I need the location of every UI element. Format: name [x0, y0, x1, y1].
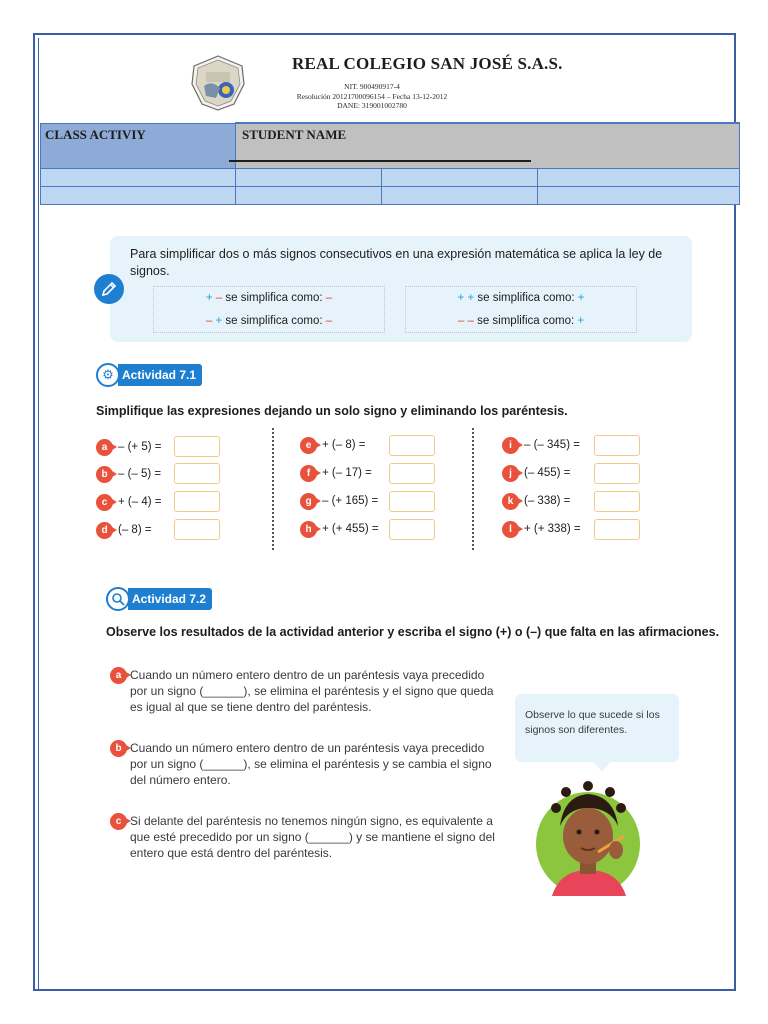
statement-text: Cuando un número entero dentro de un paréntesis vaya precedido por un signo (______), se elimina el paréntesis y el signo que queda es igual al que se tiene dentro del paréntesis.: [130, 668, 494, 714]
exercise-expression: + (– 4) =: [118, 496, 162, 508]
answer-box[interactable]: [174, 491, 220, 512]
exercise-expression: – (– 5) =: [118, 468, 162, 480]
exercise-letter: k: [502, 493, 519, 510]
info-cell[interactable]: [41, 187, 236, 205]
exercise-letter: b: [96, 466, 113, 483]
exercise-expression: (– 8) =: [118, 524, 152, 536]
answer-box[interactable]: [594, 519, 640, 540]
statement-letter: a: [110, 667, 127, 684]
info-cell[interactable]: [382, 187, 538, 205]
exercise-expression: + (+ 455) =: [322, 523, 379, 535]
exercise-letter: i: [502, 437, 519, 454]
pencil-icon: [94, 274, 124, 304]
sign-rule-second-sign: +: [215, 315, 223, 327]
exercise-item: [300, 434, 365, 456]
exercise-letter: e: [300, 437, 317, 454]
answer-box[interactable]: [389, 491, 435, 512]
answer-box[interactable]: [174, 463, 220, 484]
class-activity-label: CLASS ACTIVIY: [41, 123, 236, 169]
statement-item: [115, 813, 502, 861]
sign-rule-second-sign: –: [467, 315, 474, 327]
info-cell[interactable]: [41, 169, 236, 187]
exercise-letter: g: [300, 493, 317, 510]
exercise-item: [300, 490, 378, 512]
activity-7-2-instruction: Observe los resultados de la actividad anterior y escriba el signo (+) o (–) que falta en las afirmaciones.: [106, 625, 720, 639]
exercise-item: [502, 462, 570, 484]
exercise-expression: – (+ 5) =: [118, 441, 162, 453]
exercise-item: [502, 434, 580, 456]
activity-7-1-instruction: Simplifique las expresiones dejando un solo signo y eliminando los paréntesis.: [96, 404, 568, 418]
school-crest-icon: [190, 54, 246, 112]
sign-rule-label: se simplifica como:: [477, 292, 575, 304]
exercise-letter: c: [96, 494, 113, 511]
info-cell[interactable]: [382, 169, 538, 187]
school-header: [40, 40, 736, 122]
sign-rule-second-sign: +: [467, 292, 475, 304]
sign-rule-first-sign: +: [457, 292, 465, 304]
search-person-icon: [106, 587, 130, 611]
school-nit: NIT. 900490917-4: [344, 82, 400, 91]
exercise-letter: d: [96, 522, 113, 539]
statement-item: [115, 740, 502, 788]
statement-text: Si delante del paréntesis no tenemos ningún signo, es equivalente a que esté precedido por un signo (______) y se mantiene el signo del entero que está dentro del paréntesis.: [130, 814, 495, 860]
speech-bubble-text: Observe lo que sucede si los signos son diferentes.: [525, 709, 660, 736]
exercise-expression: – (+ 165) =: [322, 495, 379, 507]
answer-box[interactable]: [594, 435, 640, 456]
gear-icon: ⚙: [96, 363, 120, 387]
answer-box[interactable]: [594, 491, 640, 512]
sign-rules-text: Para simplificar dos o más signos consecutivos en una expresión matemática se aplica la ley de signos.: [130, 247, 663, 278]
school-name: REAL COLEGIO SAN JOSÉ S.A.S.: [292, 54, 563, 73]
exercise-expression: – (– 345) =: [524, 439, 580, 451]
sign-rule-result: +: [577, 292, 585, 304]
exercise-expression: + (– 8) =: [322, 439, 366, 451]
column-divider: [272, 428, 274, 550]
sign-rule-result: –: [325, 292, 333, 304]
exercise-item: [502, 490, 570, 512]
school-resolution: Resolución 20121700096154 – Fecha 13-12-2012: [296, 91, 448, 101]
info-cell[interactable]: [538, 187, 740, 205]
exercise-expression: + (– 17) =: [322, 467, 372, 479]
answer-box[interactable]: [174, 436, 220, 457]
activity-7-1-heading: [96, 363, 202, 387]
speech-bubble-tail: [592, 760, 612, 772]
info-cell[interactable]: [236, 187, 382, 205]
exercise-item: [96, 463, 161, 485]
activity-7-2-label: Actividad 7.2: [128, 588, 212, 610]
sign-rule-first-sign: –: [205, 315, 213, 327]
exercise-expression: + (+ 338) =: [524, 523, 581, 535]
school-registration: [272, 82, 472, 111]
exercise-letter: j: [502, 465, 519, 482]
statement-letter: c: [110, 813, 127, 830]
exercise-item: [300, 462, 372, 484]
exercise-item: [502, 518, 581, 540]
sign-rule: [153, 286, 385, 309]
sign-rule: [405, 286, 637, 309]
info-cell[interactable]: [236, 169, 382, 187]
sign-rule-result: –: [325, 315, 333, 327]
exercise-letter: f: [300, 465, 317, 482]
student-info-table: [40, 122, 740, 205]
exercise-letter: h: [300, 521, 317, 538]
statement-letter: b: [110, 740, 127, 757]
answer-box[interactable]: [174, 519, 220, 540]
student-name-underline: [229, 160, 531, 162]
student-name-label: STUDENT NAME: [236, 123, 740, 169]
column-divider: [472, 428, 474, 550]
answer-box[interactable]: [594, 463, 640, 484]
sign-rule-result: +: [577, 315, 585, 327]
exercise-item: [300, 518, 379, 540]
sign-rule-label: se simplifica como:: [225, 315, 323, 327]
statement-text: Cuando un número entero dentro de un paréntesis vaya precedido por un signo (______), se elimina el paréntesis y se cambia el signo del número entero.: [130, 741, 492, 787]
sign-rule-label: se simplifica como:: [225, 292, 323, 304]
sign-rule: [153, 310, 385, 333]
activity-7-2-heading: [106, 587, 212, 611]
sign-rule-first-sign: +: [205, 292, 213, 304]
info-cell[interactable]: [538, 169, 740, 187]
answer-box[interactable]: [389, 519, 435, 540]
sign-rule-second-sign: –: [215, 292, 223, 304]
sign-rule-label: se simplifica como:: [477, 315, 575, 327]
exercise-expression: (– 455) =: [524, 467, 571, 479]
exercise-letter: l: [502, 521, 519, 538]
exercise-letter: a: [96, 439, 113, 456]
sign-rule: [405, 310, 637, 333]
speech-bubble: [515, 694, 679, 762]
answer-box[interactable]: [389, 435, 435, 456]
sign-rules-box: [110, 236, 692, 342]
answer-box[interactable]: [389, 463, 435, 484]
exercise-item: [96, 491, 161, 513]
activity-7-1-label: Actividad 7.1: [118, 364, 202, 386]
sign-rule-first-sign: –: [457, 315, 465, 327]
exercise-item: [96, 519, 152, 541]
exercise-expression: (– 338) =: [524, 495, 571, 507]
thinking-girl-illustration: [530, 778, 648, 900]
school-dane: DANE: 319001002780: [337, 101, 407, 111]
exercise-item: [96, 436, 161, 458]
statement-item: [115, 667, 502, 715]
